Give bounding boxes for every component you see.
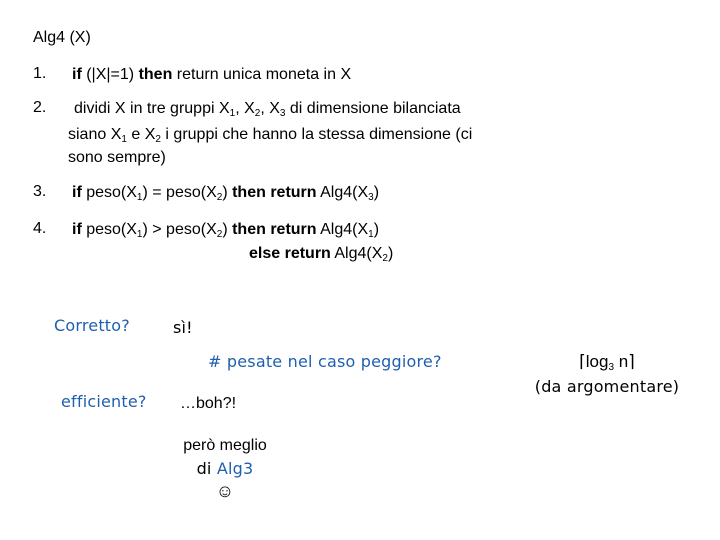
efficiente-question: efficiente? (61, 392, 147, 411)
text: Alg4(X (316, 184, 369, 201)
text: Alg4(X (316, 221, 369, 238)
if-keyword: if (72, 66, 82, 83)
step-2-line-2 (68, 125, 472, 144)
subscript: 1 (368, 229, 374, 240)
step-2-line-3: sono sempre) (68, 149, 166, 166)
text: i gruppi che hanno la stessa dimensione (ci (160, 126, 473, 143)
pero-meglio-line-2 (165, 459, 285, 478)
text: ) (222, 221, 233, 238)
algorithm-title: Alg4 (X) (33, 29, 91, 46)
log-text: log (585, 352, 609, 371)
alg3-link-text: Alg3 (216, 459, 254, 478)
pesate-question: # pesate nel caso peggiore? (208, 352, 442, 371)
subscript: 3 (368, 192, 374, 203)
ceil-open: ⌈ (579, 352, 586, 371)
then-return-keyword: then return (232, 221, 317, 238)
step-4-number: 4. (33, 220, 47, 237)
text: e X (126, 126, 156, 143)
subscript: 1 (229, 108, 236, 119)
text: , X (260, 100, 280, 117)
text: siano X (68, 126, 122, 143)
step-2-number: 2. (33, 99, 47, 116)
step-3-text (72, 183, 379, 202)
subscript: 2 (254, 108, 261, 119)
smiley-icon: ☺ (215, 481, 235, 501)
text: ) (387, 245, 394, 262)
text: ) = peso(X (142, 184, 217, 201)
efficiente-answer: …boh?! (180, 395, 237, 412)
da-argomentare: (da argomentare) (534, 377, 680, 396)
subscript: 2 (382, 253, 388, 264)
text: Alg4(X (330, 245, 383, 262)
corretto-question: Corretto? (54, 316, 130, 335)
text: peso(X (81, 221, 137, 238)
corretto-answer: sì! (173, 318, 193, 337)
text: dividi X in tre gruppi X (74, 100, 230, 117)
log-base: 3 (608, 362, 615, 373)
subscript: 1 (136, 192, 143, 203)
text: di dimensione bilanciata (285, 100, 461, 117)
text: di (196, 459, 217, 478)
subscript: 2 (216, 229, 223, 240)
text: ) > peso(X (142, 221, 217, 238)
text: ) (222, 184, 233, 201)
step-1-action: return unica moneta in X (172, 66, 352, 83)
text: ) (373, 184, 380, 201)
log-formula (527, 352, 687, 371)
pero-meglio-line-1: però meglio (183, 437, 267, 454)
step-3-number: 3. (33, 183, 47, 200)
step-2-line-1 (74, 99, 461, 118)
step-4-text (72, 220, 379, 239)
text: peso(X (81, 184, 137, 201)
subscript: 2 (216, 192, 223, 203)
subscript: 3 (279, 108, 286, 119)
step-1-number: 1. (33, 65, 47, 82)
ceil-close: ⌉ (628, 352, 635, 371)
step-4-else-line (249, 244, 393, 263)
step-1-condition: (|X|=1) (81, 66, 139, 83)
then-keyword: then (138, 66, 173, 83)
log-arg: n (614, 352, 629, 371)
else-return-keyword: else return (249, 245, 331, 262)
if-keyword: if (72, 184, 82, 201)
then-return-keyword: then return (232, 184, 317, 201)
step-1-text (72, 65, 351, 84)
if-keyword: if (72, 221, 82, 238)
subscript: 1 (136, 229, 143, 240)
text: , X (235, 100, 255, 117)
subscript: 1 (121, 134, 127, 145)
subscript: 2 (155, 134, 161, 145)
text: ) (373, 221, 380, 238)
